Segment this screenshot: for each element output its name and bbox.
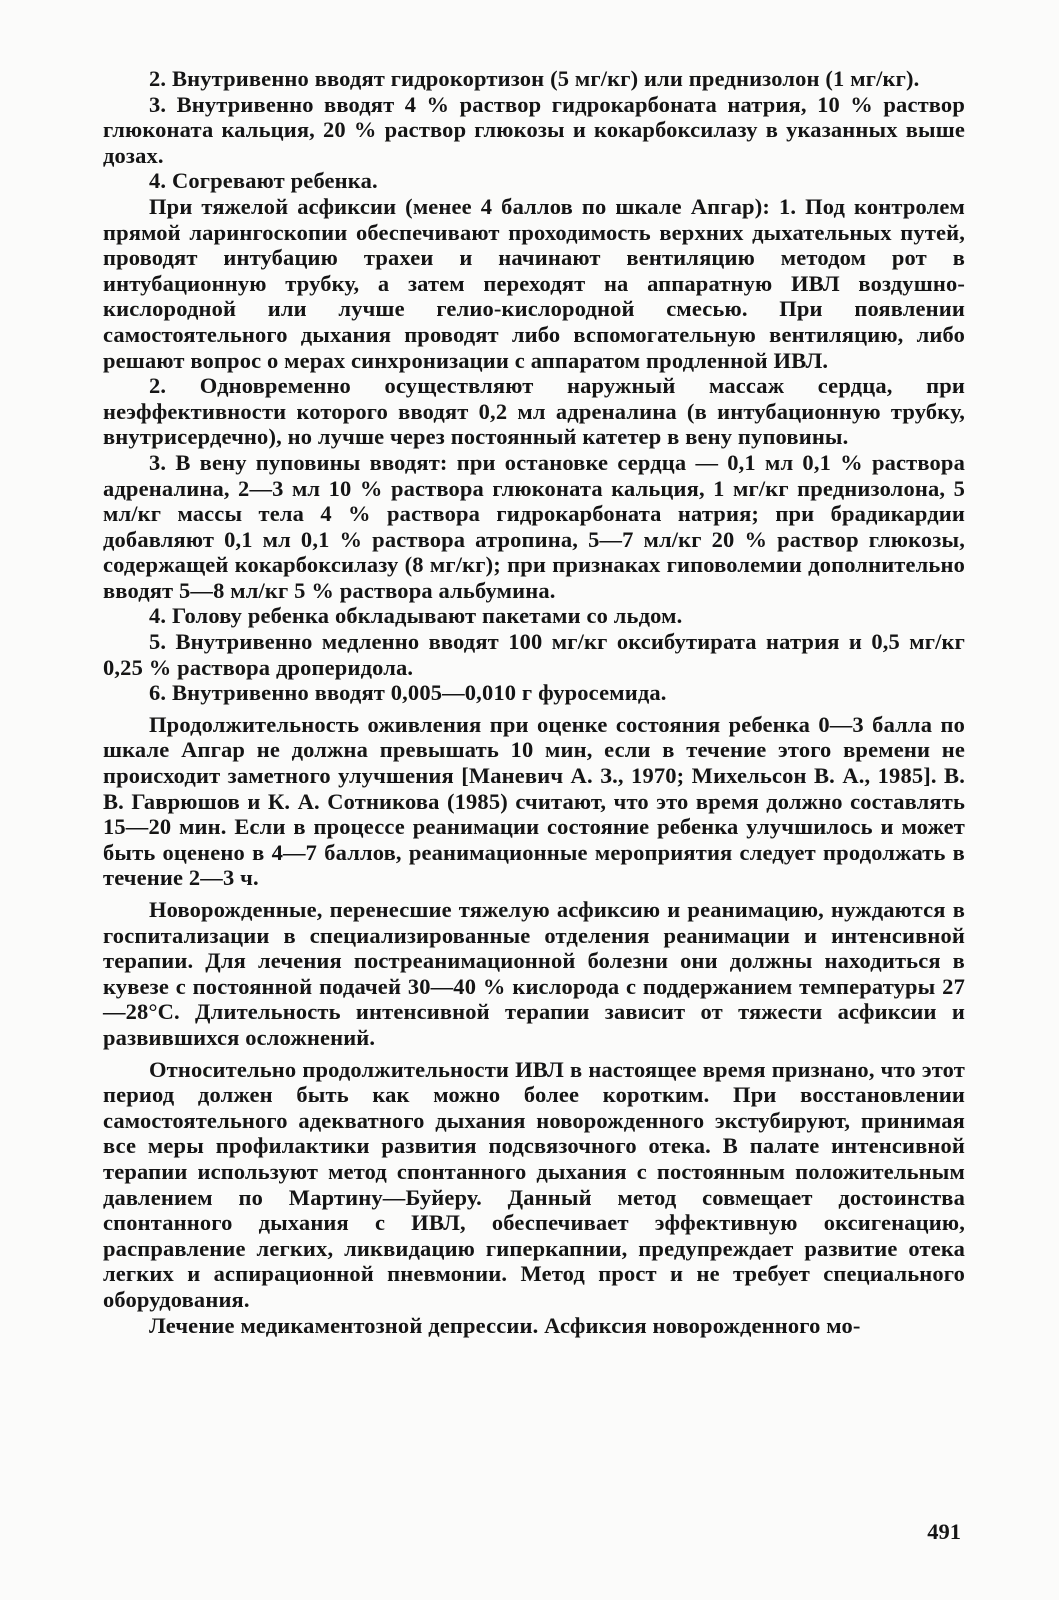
paragraph-severe-asphyxia: При тяжелой асфиксии (менее 4 баллов по шкале Апгар): 1. Под контролем прямой ларингоскопии обеспечивают проходимость верхних дыхательных путей, проводят интубацию трахеи и начинают вентиляцию методом рот в интубационную трубку, а затем переходят на аппаратную ИВЛ воздушно-кислородной или лучше гелио-кислородной смесью. При появлении самостоятельного дыхания проводят либо вспомогательную вентиляцию, либо решают вопрос о мерах синхронизации с аппаратом продленной ИВЛ. — [103, 193, 965, 373]
paragraph-oxybutyrate: 5. Внутривенно медленно вводят 100 мг/кг оксибутирата натрия и 0,5 мг/кг 0,25 % раствора дроперидола. — [103, 629, 965, 680]
paragraph-umbilical-vein: 3. В вену пуповины вводят: при остановке сердца — 0,1 мл 0,1 % раствора адреналина, 2—3 мл 10 % раствора глюконата кальция, 1 мг/кг преднизолона, 5 мл/кг массы тела 4 % раствора гидрокарбоната натрия; при брадикардии добавляют 0,1 мл 0,1 % раствора атропина, 5—7 мл/кг 20 % раствор глюкозы, содержащей кокарбоксилазу (8 мг/кг); при признаках гиповолемии дополнительно вводят 5—8 мл/кг 5 % раствора альбумина. — [103, 449, 965, 603]
section-heading: Лечение медикаментозной депрессии. — [149, 1312, 539, 1338]
paragraph-ventilation: Относительно продолжительности ИВЛ в настоящее время признано, что этот период должен быть как можно более коротким. При восстановлении самостоятельного адекватного дыхания новорожденного экстубируют, принимая все меры профилактики развития подсвязочного отека. В палате интенсивной терапии используют метод спонтанного дыхания с постоянным положительным давлением по Мартину—Буйеру. Данный метод совмещает достоинства спонтанного дыхания с ИВЛ, обеспечивает эффективную оксигенацию, расправление легких, ликвидацию гиперкапнии, предупреждает развитие отека легких и аспирационной пневмонии. Метод прост и не требует специального оборудования. — [103, 1056, 965, 1312]
paragraph-furosemide: 6. Внутривенно вводят 0,005—0,010 г фуросемида. — [149, 680, 667, 706]
paragraph-drug-depression — [103, 1313, 965, 1339]
paragraph-hydrocortisone: 2. Внутривенно вводят гидрокортизон (5 мг/кг) или преднизолон (1 мг/кг). — [149, 66, 920, 91]
paragraph-heart-massage: 2. Одновременно осуществляют наружный массаж сердца, при неэффективности которого вводят 0,2 мл адреналина (в интубационную трубку, внутрисердечно), но лучше через постоянный катетер в вену пуповины. — [103, 373, 965, 450]
paragraph-bicarbonate: 3. Внутривенно вводят 4 % раствор гидрокарбоната натрия, 10 % раствор глюконата кальция, 20 % раствор глюкозы и кокарбоксилазу в указанных выше дозах. — [103, 91, 965, 168]
paragraph-ice-packs: 4. Голову ребенка обкладывают пакетами со льдом. — [149, 603, 683, 629]
page-number: 491 — [927, 1519, 961, 1544]
text-column — [103, 66, 965, 1338]
paragraph-warming: 4. Согревают ребенка. — [149, 168, 378, 194]
paragraph-hospitalization: Новорожденные, перенесшие тяжелую асфиксию и реанимацию, нуждаются в госпитализации в специализированные отделения реанимации и интенсивной терапии. Для лечения постреанимационной болезни они должны находиться в кувезе с постоянной подачей 30—40 % кислорода с поддержанием температуры 27—28°С. Длительность интенсивной терапии зависит от тяжести асфиксии и развившихся осложнений. — [103, 897, 965, 1050]
section-text: Асфиксия новорожденного мо- — [538, 1312, 861, 1338]
paragraph-resuscitation-duration: Продолжительность оживления при оценке состояния ребенка 0—3 балла по шкале Апгар не должна превышать 10 мин, если в течение этого времени не происходит заметного улучшения [Маневич А. З., 1970; Михельсон В. А., 1985]. В. В. Гаврюшов и К. А. Сотникова (1985) считают, что это время должно составлять 15—20 мин. Если в процессе реанимации состояние ребенка улучшилось и может быть оценено в 4—7 баллов, реанимационные мероприятия следует продолжать в течение 2—3 ч. — [103, 711, 965, 891]
